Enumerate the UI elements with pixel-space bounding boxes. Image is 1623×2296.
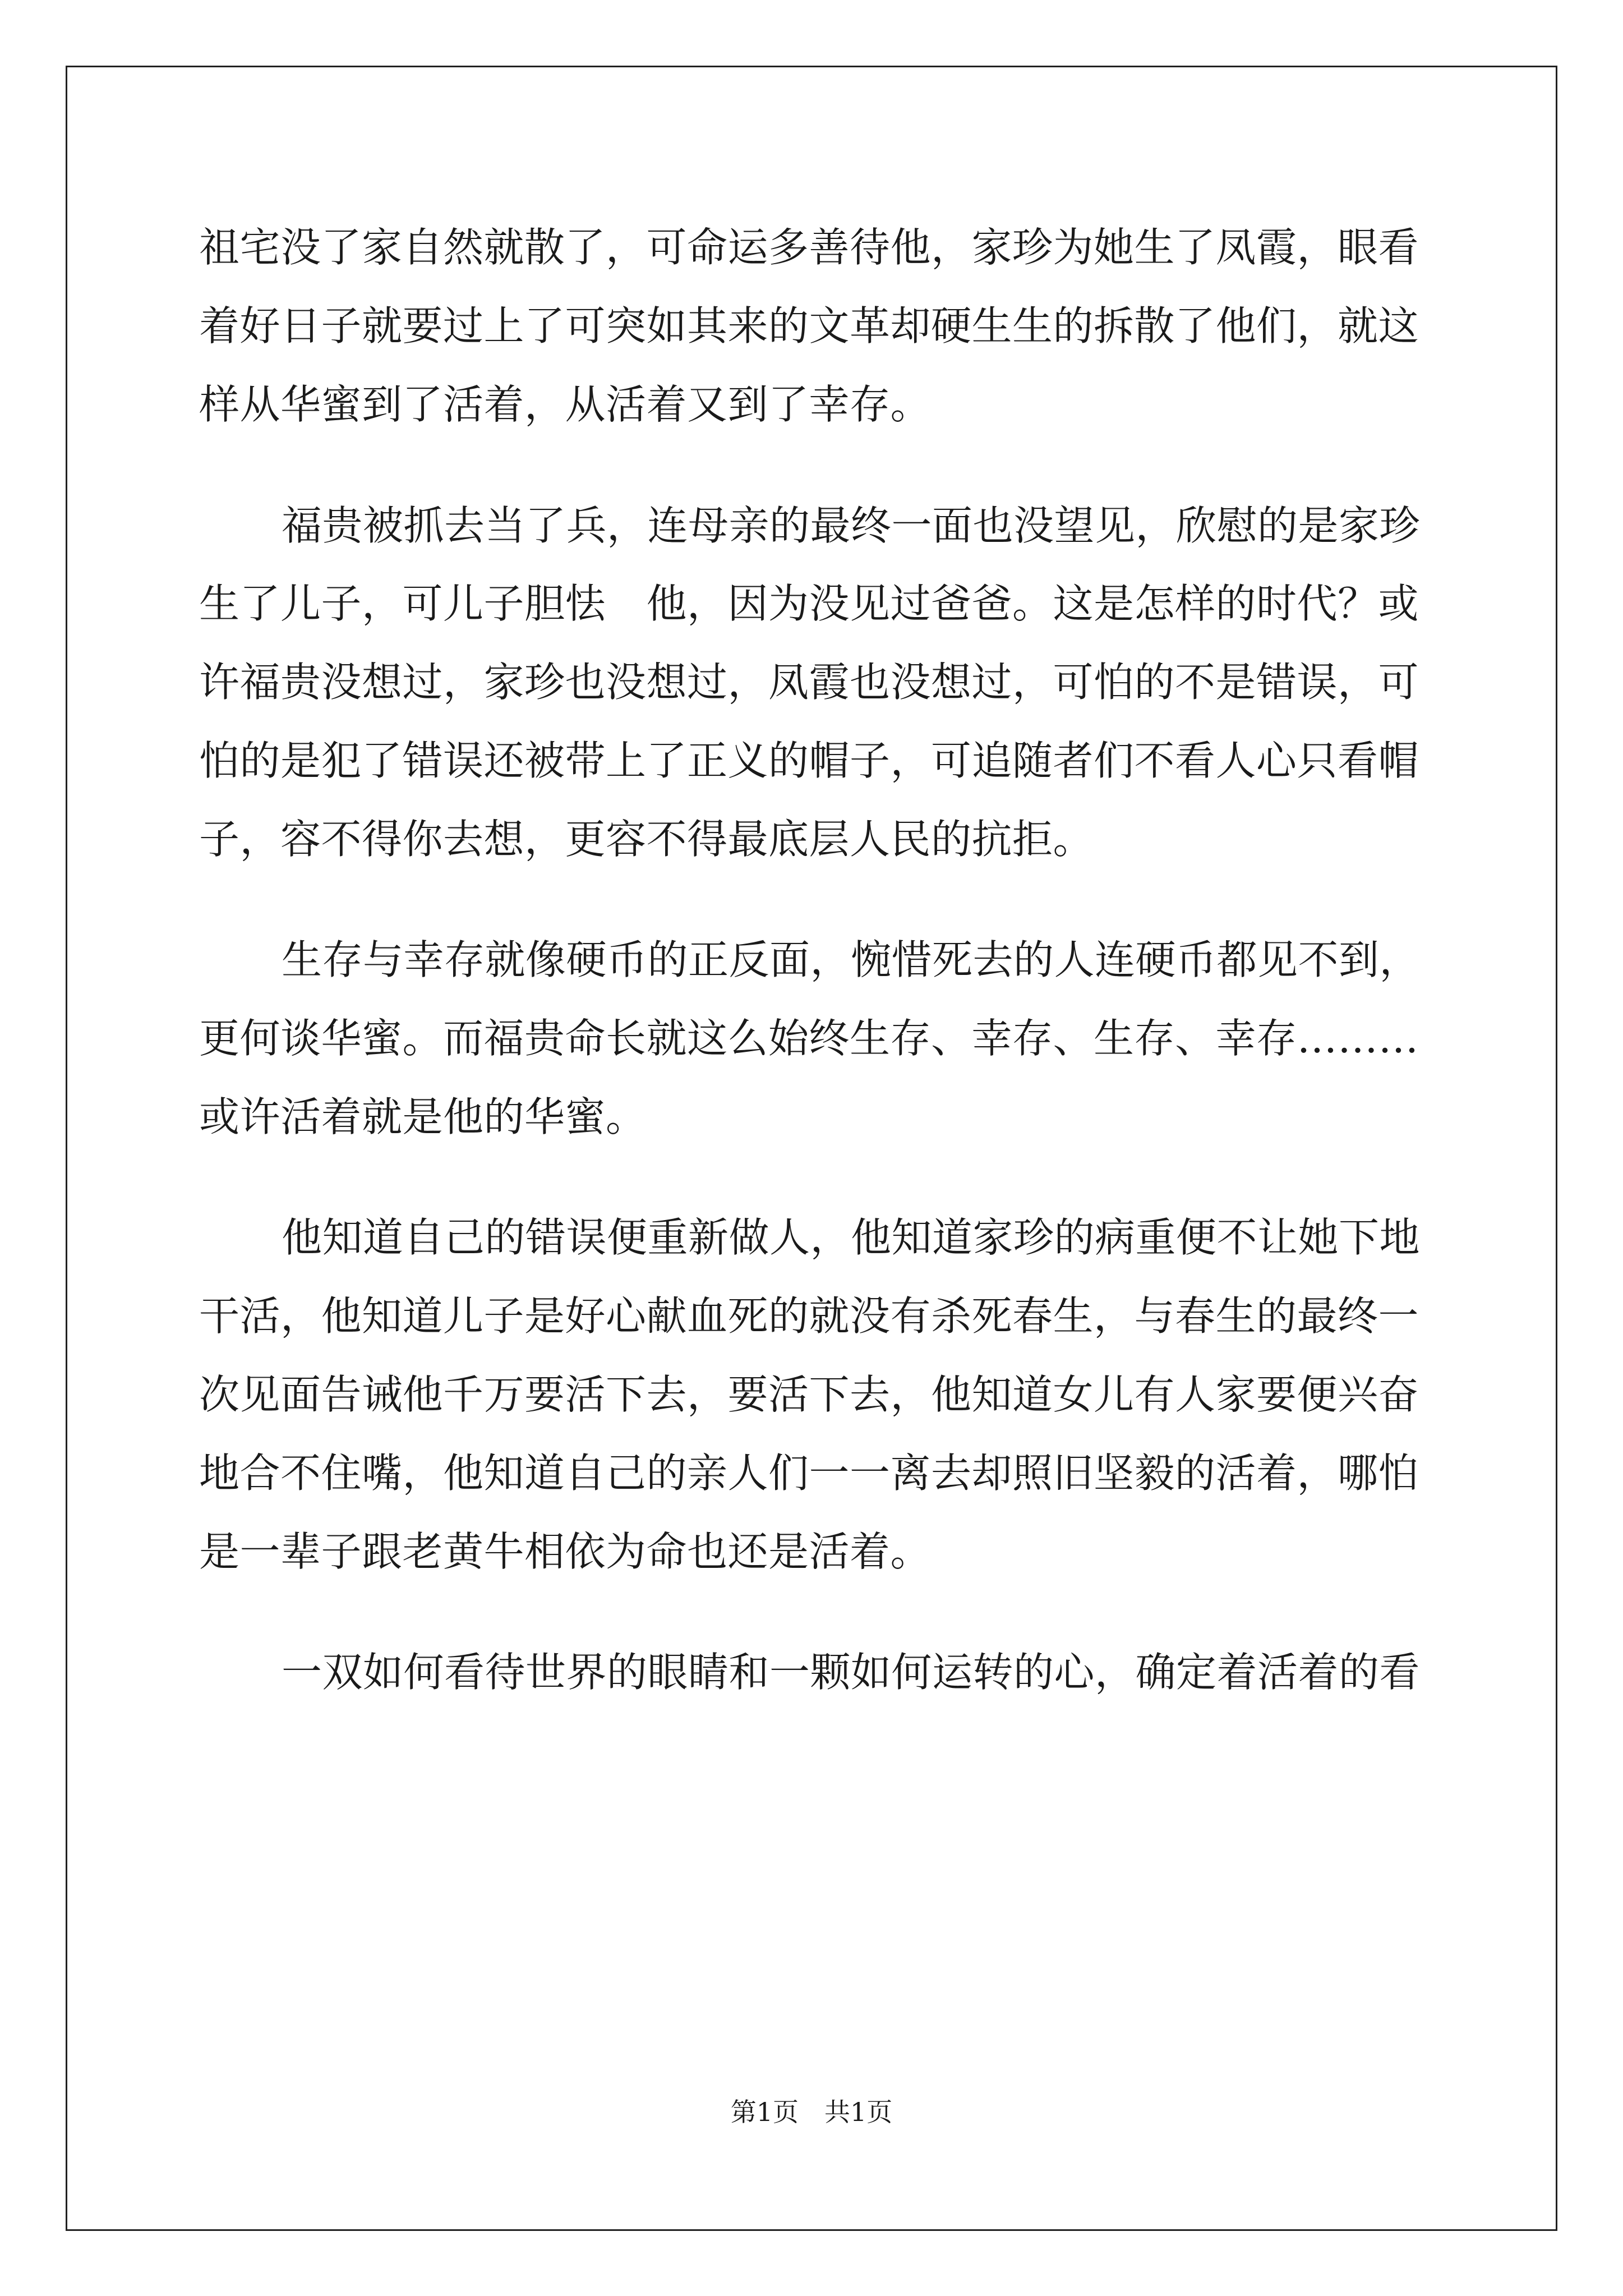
page-number-footer: 第1页 共1页 (730, 2097, 893, 2127)
text-line: 或许活着就是他的华蜜。 (199, 1093, 647, 1140)
paragraph-first-line: 他知道自己的错误便重新做人，他知道家珍的病重便不让她下地 (282, 1214, 1421, 1261)
text-line: 次见面告诫他千万要活下去，要活下去，他知道女儿有人家要便兴奋 (199, 1371, 1419, 1418)
text-line: 样从华蜜到了活着，从活着又到了幸存。 (199, 381, 932, 428)
paragraph-first-line: 福贵被抓去当了兵，连母亲的最终一面也没望见，欣慰的是家珍 (282, 502, 1421, 549)
text-line: 地合不住嘴，他知道自己的亲人们一一离去却照旧坚毅的活着，哪怕 (199, 1450, 1419, 1497)
text-line: 祖宅没了家自然就散了，可命运多善待他，家珍为她生了凤霞，眼看 (199, 224, 1419, 271)
text-line: 着好日子就要过上了可突如其来的文革却硬生生的拆散了他们，就这 (199, 302, 1419, 349)
text-line: 是一辈子跟老黄牛相依为命也还是活着。 (199, 1528, 932, 1575)
paragraph-first-line: 一双如何看待世界的眼睛和一颗如何运转的心，确定着活着的看 (282, 1649, 1421, 1696)
text-line: 许福贵没想过，家珍也没想过，凤霞也没想过，可怕的不是错误，可 (199, 659, 1419, 706)
text-line: 怕的是犯了错误还被带上了正义的帽子，可追随者们不看人心只看帽 (199, 737, 1419, 784)
text-line: 更何谈华蜜。而福贵命长就这么始终生存、幸存、生存、幸存……… (199, 1015, 1419, 1062)
text-line: 子，容不得你去想，更容不得最底层人民的抗拒。 (199, 816, 1094, 863)
paragraph-first-line: 生存与幸存就像硬币的正反面，惋惜死去的人连硬币都见不到， (282, 936, 1421, 983)
text-line: 干活，他知道儿子是好心献血死的就没有杀死春生，与春生的最终一 (199, 1292, 1419, 1340)
text-line: 生了儿子，可儿子胆怯 他，因为没见过爸爸。这是怎样的时代？或 (199, 580, 1419, 627)
